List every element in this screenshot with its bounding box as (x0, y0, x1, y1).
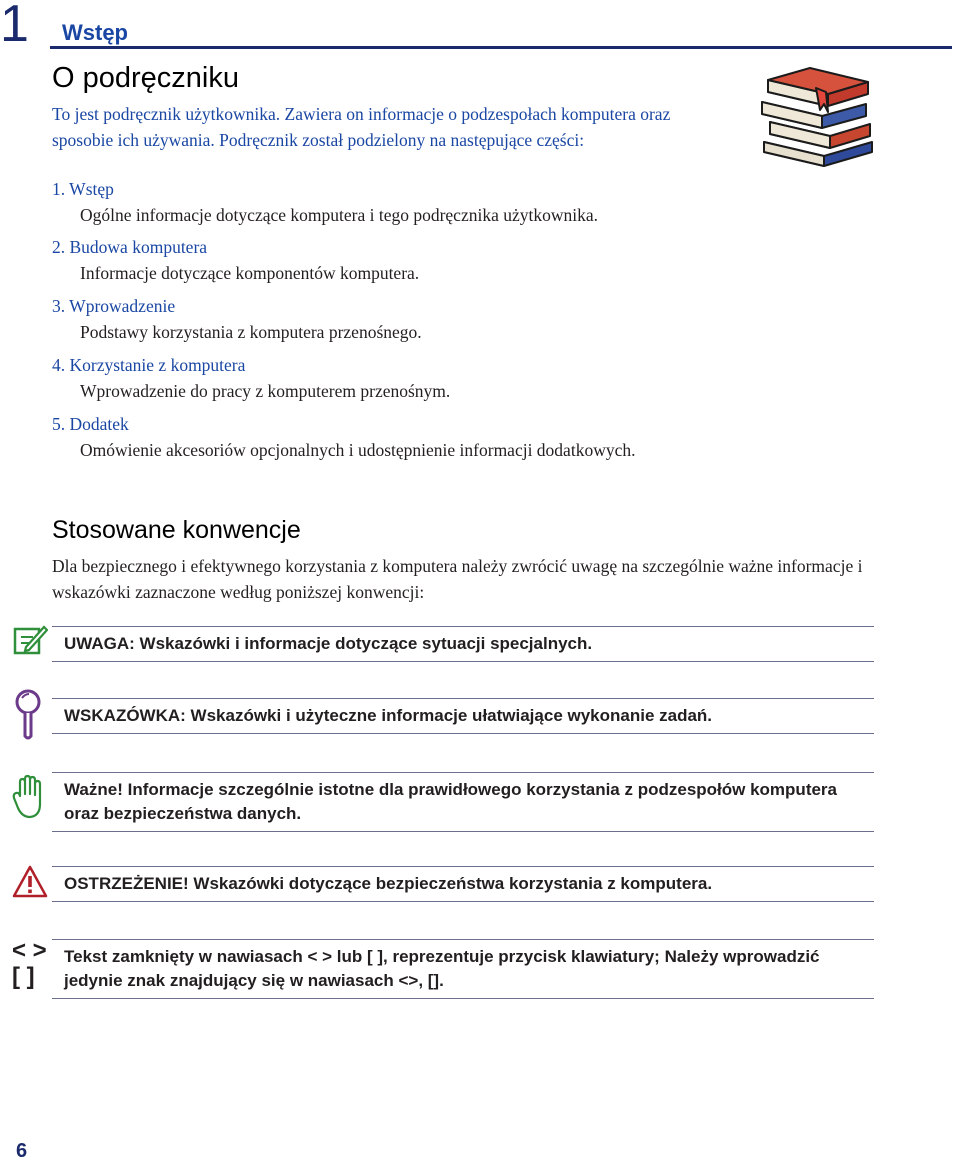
notice-keyboard-text: Tekst zamknięty w nawiasach < > lub [ ], reprezentuje przycisk klawiatury; Należy wprowadzić jedynie znak znajdujący się w nawiasach <>, []. (64, 947, 820, 990)
notice-note-text: UWAGA: Wskazówki i informacje dotyczące sytuacji specjalnych. (64, 634, 593, 653)
list-item (52, 411, 635, 463)
keyboard-brackets-icon (12, 938, 47, 990)
conventions-intro: Dla bezpiecznego i efektywnego korzystania z komputera należy zwrócić uwagę na szczególnie ważne informacje i wskazówki zaznaczone według poniższej konwencji: (52, 556, 863, 602)
notice-tip-text: WSKAZÓWKA: Wskazówki i użyteczne informacje ułatwiające wykonanie zadań. (64, 706, 713, 725)
square-brackets-symbol: [ ] (12, 963, 35, 990)
books-illustration (754, 64, 876, 170)
list-item-title: 3. Wprowadzenie (52, 296, 176, 316)
list-item-description: Wprowadzenie do pracy z komputerem przenośnym. (80, 381, 451, 401)
notice-note (52, 626, 874, 662)
angle-brackets-symbol: < > (12, 937, 47, 964)
list-item-description: Omówienie akcesoriów opcjonalnych i udostępnienie informacji dodatkowych. (80, 440, 636, 460)
notice-tip (52, 698, 874, 734)
list-item (52, 293, 422, 345)
list-item (52, 176, 598, 228)
notice-important-text: Ważne! Informacje szczególnie istotne dla prawidłowego korzystania z podzespołów komputera oraz bezpieczeństwa danych. (64, 780, 838, 823)
hand-icon (12, 774, 48, 820)
chapter-title: Wstęp (62, 20, 128, 45)
list-item-title: 1. Wstęp (52, 179, 114, 199)
note-icon (12, 623, 48, 659)
chapter-number: 1 (0, 0, 29, 53)
page-number: 6 (16, 1140, 28, 1162)
list-item-title: 2. Budowa komputera (52, 237, 208, 257)
list-item-title: 5. Dodatek (52, 414, 129, 434)
list-item-description: Podstawy korzystania z komputera przenośnego. (80, 322, 422, 342)
notice-keyboard (52, 939, 874, 999)
list-item-description: Ogólne informacje dotyczące komputera i tego podręcznika użytkownika. (80, 205, 598, 225)
list-item (52, 234, 419, 286)
tip-magnifier-icon (12, 688, 44, 742)
notice-warning-text: OSTRZEŻENIE! Wskazówki dotyczące bezpieczeństwa korzystania z komputera. (64, 874, 713, 893)
list-item (52, 352, 450, 404)
list-item-title: 4. Korzystanie z komputera (52, 355, 246, 375)
about-intro: To jest podręcznik użytkownika. Zawiera on informacje o podzespołach komputera oraz sposobie ich używania. Podręcznik został podzielony na następujące części: (52, 104, 671, 150)
section-title-about: O podręczniku (52, 62, 239, 94)
section-title-conventions: Stosowane konwencje (52, 516, 301, 544)
header-rule (50, 46, 952, 49)
notice-warning (52, 866, 874, 902)
notice-important (52, 772, 874, 832)
warning-icon (12, 864, 48, 900)
list-item-description: Informacje dotyczące komponentów komputera. (80, 263, 420, 283)
